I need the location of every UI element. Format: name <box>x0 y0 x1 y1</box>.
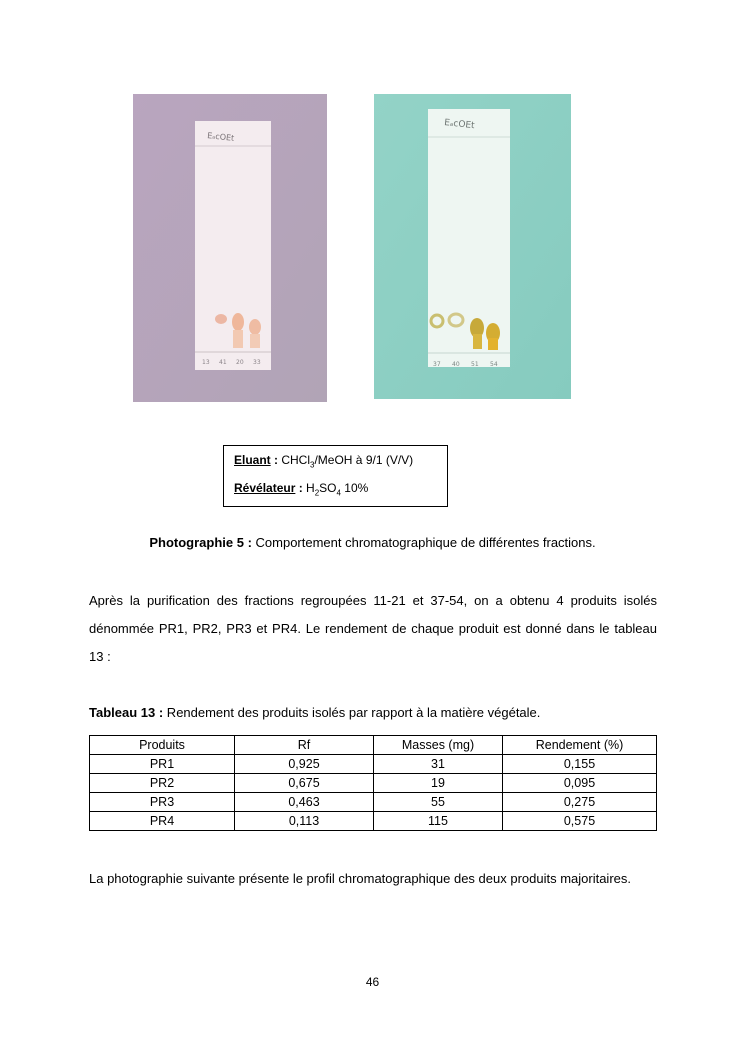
cell-rendement: 0,575 <box>503 812 657 831</box>
tlc-photo-left <box>133 94 327 402</box>
table-caption-text: Rendement des produits isolés par rapport à la matière végétale. <box>163 705 541 720</box>
eluant-label: Eluant <box>234 453 271 467</box>
table-row <box>90 755 657 774</box>
revelateur-value-rest: 10% <box>340 481 369 495</box>
cell-rf: 0,925 <box>235 755 374 774</box>
cell-produit: PR2 <box>90 774 235 793</box>
photo-caption <box>0 535 745 550</box>
paragraph-2: La photographie suivante présente le profil chromatographique des deux produits majoritaires. <box>89 871 631 886</box>
lane-label: 40 <box>452 361 460 368</box>
cell-rf: 0,675 <box>235 774 374 793</box>
table-row <box>90 774 657 793</box>
plate-label-left: EₐcOEt <box>206 131 235 143</box>
cell-rendement: 0,155 <box>503 755 657 774</box>
cell-produit: PR4 <box>90 812 235 831</box>
revelateur-subscript: 4 <box>336 488 341 498</box>
eluant-line <box>234 453 413 469</box>
revelateur-line <box>234 481 368 497</box>
revelateur-value-mid: SO <box>319 481 337 495</box>
page-number: 46 <box>365 975 380 989</box>
cell-masse: 55 <box>374 793 503 812</box>
revelateur-value-part: H <box>302 481 315 495</box>
revelateur-subscript: 2 <box>314 488 320 498</box>
cell-rendement: 0,095 <box>503 774 657 793</box>
eluant-subscript: 3 <box>310 460 315 470</box>
cell-rf: 0,463 <box>235 793 374 812</box>
lane-label: 13 <box>202 359 210 366</box>
cell-masse: 19 <box>374 774 503 793</box>
revelateur-label: Révélateur <box>234 481 296 495</box>
header-rendement: Rendement (%) <box>503 736 657 755</box>
spot <box>249 319 261 335</box>
cell-rf: 0,113 <box>235 812 374 831</box>
spot <box>215 314 227 324</box>
revelateur-separator: : <box>295 481 303 495</box>
results-table <box>89 735 657 831</box>
eluant-value-rest: /MeOH à 9/1 (V/V) <box>314 453 414 467</box>
cell-masse: 31 <box>374 755 503 774</box>
lane-label: 37 <box>433 361 441 368</box>
caption-label: Photographie 5 : <box>149 535 252 550</box>
header-produits: Produits <box>90 736 235 755</box>
table-header-row <box>90 736 657 755</box>
legend-box <box>223 445 448 507</box>
table-caption <box>89 705 540 720</box>
lane-label: 54 <box>490 361 498 368</box>
spot <box>232 313 244 331</box>
table-row <box>90 812 657 831</box>
cell-rendement: 0,275 <box>503 793 657 812</box>
header-masses: Masses (mg) <box>374 736 503 755</box>
cell-produit: PR1 <box>90 755 235 774</box>
lane-label: 51 <box>471 361 479 368</box>
cell-produit: PR3 <box>90 793 235 812</box>
table-caption-label: Tableau 13 : <box>89 705 164 720</box>
lane-label: 20 <box>236 359 244 366</box>
eluant-value-part: CHCl <box>278 453 311 467</box>
cell-masse: 115 <box>374 812 503 831</box>
tlc-photo-right <box>374 94 571 399</box>
lane-label: 41 <box>219 359 227 366</box>
eluant-separator: : <box>270 453 279 467</box>
plate-label-right: EₐcOEt <box>443 118 476 132</box>
lane-label: 33 <box>253 359 261 366</box>
caption-text: Comportement chromatographique de différentes fractions. <box>251 535 596 550</box>
header-rf: Rf <box>235 736 374 755</box>
paragraph-1: Après la purification des fractions regroupées 11-21 et 37-54, on a obtenu 4 produits isolés dénommée PR1, PR2, PR3 et PR4. Le rendement de chaque produit est donné dans le tableau 13 : <box>89 593 657 664</box>
table-row <box>90 793 657 812</box>
